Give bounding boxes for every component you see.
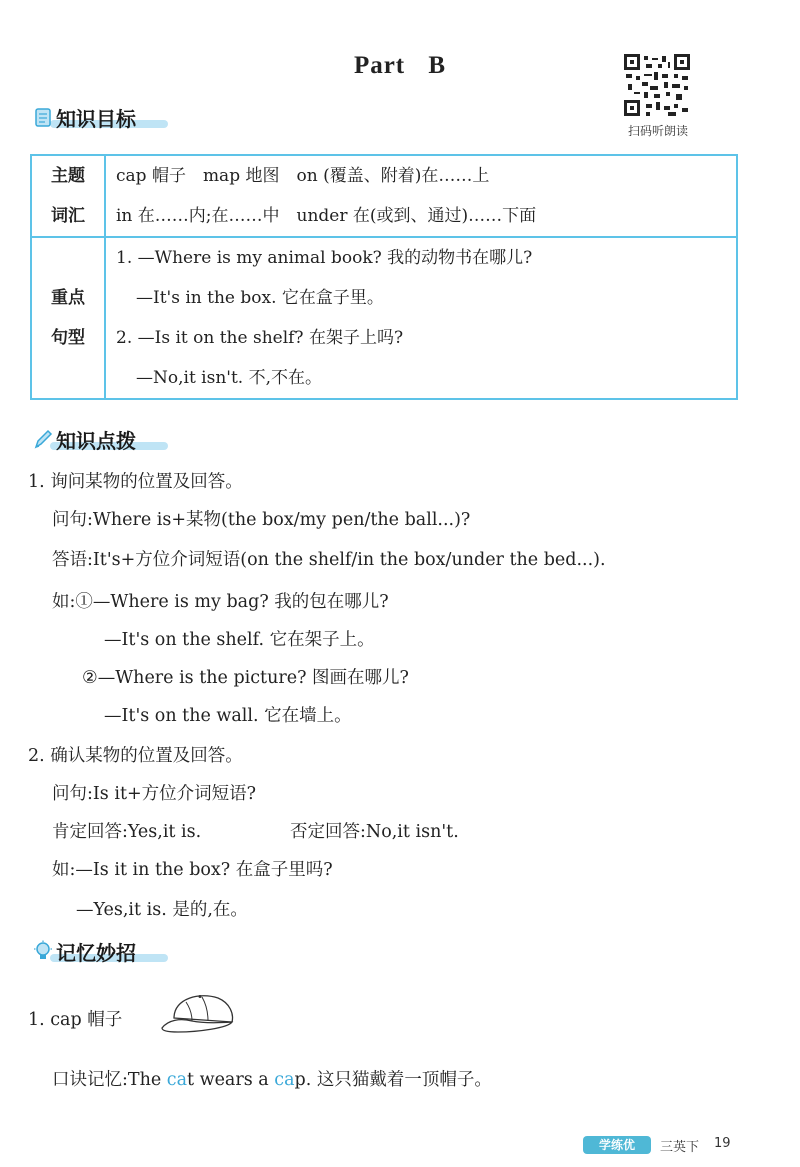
cap-icon (158, 988, 238, 1038)
tip-item-2-negative: 否定回答:No,it isn't. (290, 822, 459, 842)
tip-item-1-title: 1. 询问某物的位置及回答。 (28, 472, 243, 492)
vocab-table (30, 154, 738, 400)
table-row-vocab (31, 155, 737, 237)
section-title-tips: 知识点拨 (56, 428, 136, 453)
table-cell-vocab (105, 155, 737, 237)
header-line: 句型 (51, 328, 85, 348)
sentence-line: 1. —Where is my animal book? 我的动物书在哪儿? (116, 248, 533, 268)
header-line: 词汇 (51, 206, 85, 226)
tip-item-2-question: 问句:Is it+方位介词短语? (52, 784, 257, 804)
rhyme-text: p. 这只猫戴着一顶帽子。 (294, 1070, 492, 1090)
qr-label: 扫码听朗读 (627, 124, 688, 138)
memory-rhyme (52, 1068, 492, 1092)
pen-icon (32, 428, 54, 450)
section-title-memory: 记忆妙招 (56, 940, 136, 965)
vocab-line: in 在……内;在……中 under 在(或到、通过)……下面 (116, 206, 537, 226)
tip-item-1-question: 问句:Where is+某物(the box/my pen/the ball...)? (52, 510, 471, 530)
notebook-icon (32, 106, 54, 128)
sentence-line: 2. —Is it on the shelf? 在架子上吗? (116, 328, 404, 348)
table-header-vocab (31, 155, 105, 237)
tip-item-1-example-1-q: 如:①—Where is my bag? 我的包在哪儿? (52, 592, 389, 612)
table-row-sentences (31, 237, 737, 399)
tip-item-1-example-2-a: —It's on the wall. 它在墙上。 (104, 706, 352, 726)
tip-item-1-answer: 答语:It's+方位介词短语(on the shelf/in the box/under the bed...). (52, 550, 606, 570)
page-number: 19 (714, 1136, 731, 1151)
lightbulb-icon (32, 940, 54, 962)
grade-label: 三英下 (660, 1140, 700, 1155)
sentence-line: —No,it isn't. 不,不在。 (136, 368, 323, 388)
page-title: Part B (353, 52, 447, 79)
header-line: 重点 (51, 288, 85, 308)
header-line: 主题 (51, 166, 85, 186)
tip-item-2-positive: 肯定回答:Yes,it is. (52, 822, 202, 842)
section-heading-goals (32, 102, 172, 132)
sentence-line: —It's in the box. 它在盒子里。 (136, 288, 384, 308)
vocab-line: cap 帽子 map 地图 on (覆盖、附着)在……上 (116, 166, 490, 186)
tip-item-2-example-a: —Yes,it is. 是的,在。 (76, 900, 248, 920)
rhyme-text: 口诀记忆:The (52, 1070, 167, 1090)
memory-item-1-label: 1. cap 帽子 (28, 1010, 123, 1030)
rhyme-text: t wears a (187, 1070, 275, 1090)
table-header-sentences (31, 237, 105, 399)
tip-item-1-example-2-q: ②—Where is the picture? 图画在哪儿? (82, 668, 409, 688)
section-title-goals: 知识目标 (56, 106, 136, 131)
tip-item-1-example-1-a: —It's on the shelf. 它在架子上。 (104, 630, 375, 650)
qr-code-icon[interactable] (624, 54, 690, 116)
section-heading-tips (32, 424, 172, 454)
rhyme-highlight: ca (274, 1070, 295, 1090)
table-cell-sentences (105, 237, 737, 399)
section-heading-memory (32, 936, 172, 966)
tip-item-2-title: 2. 确认某物的位置及回答。 (28, 746, 243, 766)
tip-item-2-example-q: 如:—Is it in the box? 在盒子里吗? (52, 860, 333, 880)
rhyme-highlight: ca (166, 1070, 187, 1090)
brand-badge: 学练优 (583, 1136, 651, 1154)
